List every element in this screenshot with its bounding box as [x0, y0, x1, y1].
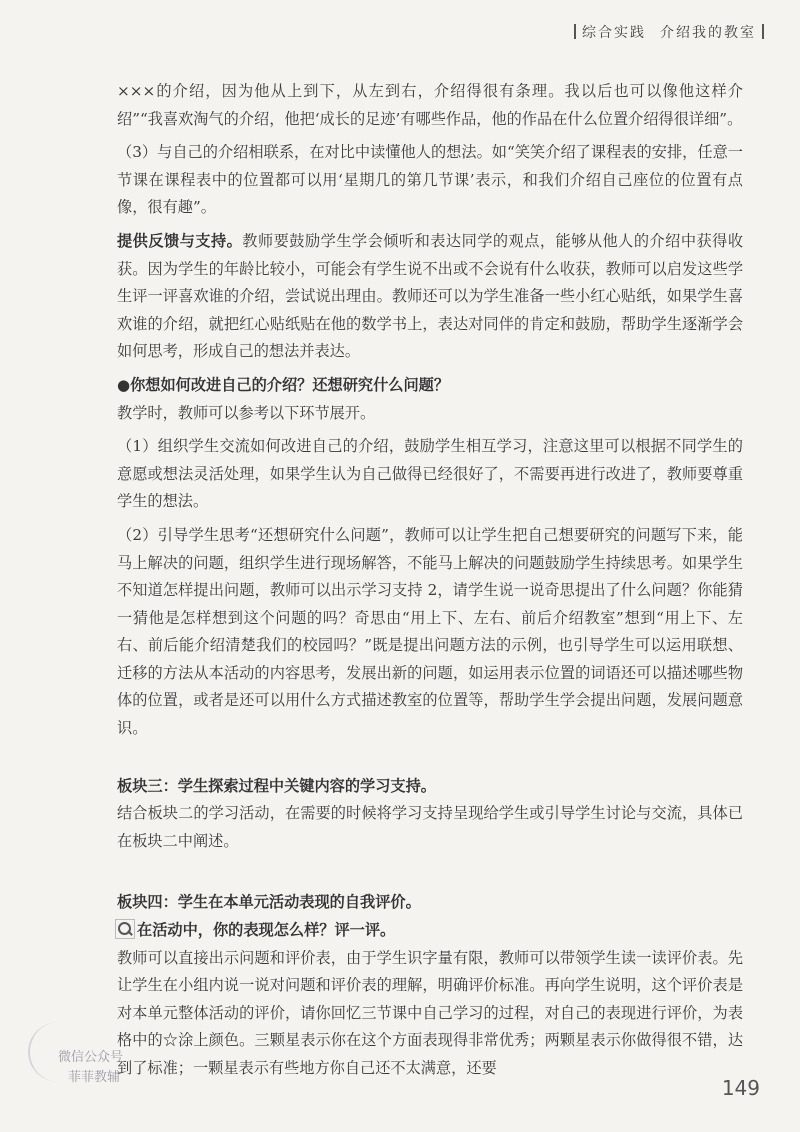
paragraph: 教学时，教师可以参考以下环节展开。: [117, 403, 376, 422]
question-text: 在活动中，你的表现怎么样？评一评。: [137, 921, 396, 940]
paragraph-body: 教师要鼓励学生学会倾听和表达同学的观点，能够从他人的介绍中获得收获。因为学生的年龄比较小，可能会有学生说不出或不会说有什么收获，教师可以启发这些学生评一评喜欢谁的介绍，尝试说出理由。教师还可以为学生准备一些小红心贴纸，如果学生喜欢谁的介绍，就把红心贴纸贴在他的数学书上，表达对同伴的肯定和鼓励，帮助学生逐渐学会如何思考，形成自己的想法并表达。: [117, 231, 744, 361]
paragraph: （3）与自己的介绍相联系，在对比中读懂他人的想法。如“笑笑介绍了课程表的安排，任意一节课在课程表中的位置都可以用‘星期几的第几节课’表示，和我们介绍自己座位的位置有点像，很有趣”。: [117, 143, 743, 217]
section-heading: 板块三：学生探索过程中关键内容的学习支持。: [117, 776, 436, 795]
question-text: 你想如何改进自己的介绍？还想研究什么问题？: [130, 375, 450, 394]
paragraph: 结合板块二的学习活动，在需要的时候将学习支持呈现给学生或引导学生讨论与交流，具体已在板块二中阐述。: [117, 804, 743, 850]
paragraph-lead: 提供反馈与支持。: [117, 231, 243, 250]
watermark: [28, 1022, 138, 1102]
running-header: [568, 22, 770, 42]
paragraph: ×××的介绍，因为他从上到下，从左到右，介绍得很有条理。我以后也可以像他这样介绍”“我喜欢淘气的介绍，他把‘成长的足迹’有哪些作品，他的作品在什么位置介绍得很详细”。: [117, 82, 743, 128]
header-section: 综合实践: [582, 25, 646, 41]
paragraph: 教师可以直接出示问题和评价表，由于学生识字量有限，教师可以带领学生读一读评价表。先让学生在小组内说一说对问题和评价表的理解，明确评价标准。再向学生说明，这个评价表是对本单元整体活动的评价，请你回忆三节课中自己学习的过程，对自己的表现进行评价，为表格中的☆涂上颜色。三颗星表示你在这个方面表现得非常优秀；两颗星表示你做得很不错，达到了标准；一颗星表示有些地方你自己还不太满意，还要: [117, 948, 743, 1077]
question-heading: [117, 917, 743, 945]
paragraph: （2）引导学生思考“还想研究什么问题”，教师可以让学生把自己想要研究的问题写下来，能马上解决的问题，组织学生进行现场解答，不能马上解决的问题鼓励学生持续思考。如果学生不知道怎样提出问题，教师可以出示学习支持 2，请学生说一说奇思提出了什么问题？你能猜一猜他是怎样想到这个问题的吗？奇思由“用上下、左右、前后介绍教室”想到“用上下、左右、前后能介绍清楚我们的校园吗？”既是提出问题方法的示例，也引导学生可以运用联想、迁移的方法从本活动的内容思考，发展出新的问题，如运用表示位置的词语还可以描述哪些物体的位置，或者是还可以用什么方式描述教室的位置等，帮助学生学会提出问题，发展问题意识。: [117, 525, 743, 738]
header-bar-left: [574, 24, 576, 39]
magnifier-icon: [117, 921, 133, 937]
watermark-line: 微信公众号: [58, 1050, 124, 1065]
paragraph: [117, 228, 743, 366]
paragraph: （1）组织学生交流如何改进自己的介绍，鼓励学生相互学习，注意这里可以根据不同学生的意愿或想法灵活处理，如果学生认为自己做得已经很好了，不需要再进行改进了，教师要尊重学生的想法。: [117, 437, 743, 511]
page-number: 149: [721, 1076, 760, 1100]
question-heading: [117, 372, 743, 400]
header-bar-right: [762, 24, 764, 39]
header-title: 介绍我的教室: [660, 25, 756, 41]
watermark-line: 菲菲教辅: [68, 1070, 121, 1085]
black-circle-bullet-icon: ●: [117, 375, 131, 394]
page-body: [117, 78, 743, 1083]
section-heading: 板块四：学生在本单元活动表现的自我评价。: [117, 893, 421, 912]
